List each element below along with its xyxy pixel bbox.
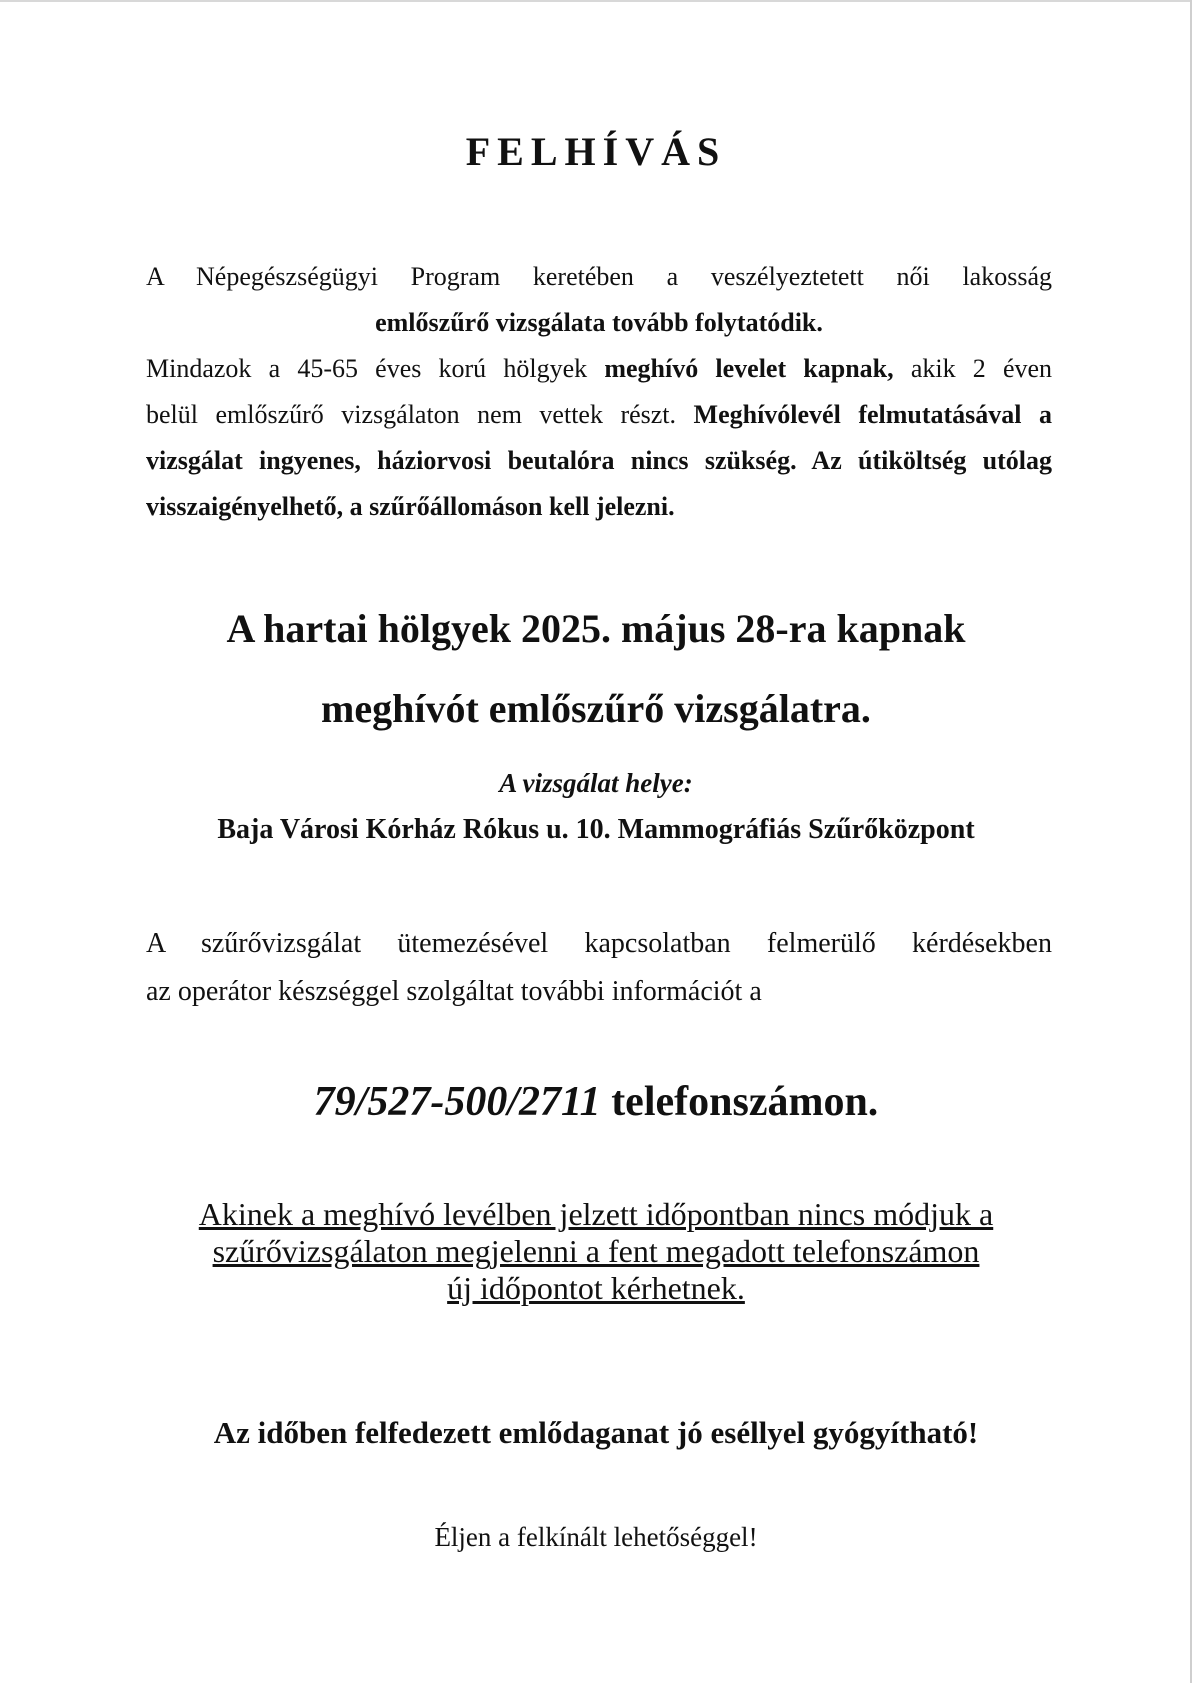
intro-line-3c: akik 2 éven <box>910 354 1053 383</box>
page-title: FELHÍVÁS <box>465 129 727 174</box>
headline-line-1: A hartai hölgyek 2025. május 28-ra kapnak <box>226 606 966 651</box>
intro-line-4 <box>146 392 1052 438</box>
reschedule-notice <box>120 1196 1072 1307</box>
intro-line-6: visszaigényelhető, a szűrőállomáson kell jelezni. <box>146 492 675 521</box>
intro-line-4a: belül emlőszűrő vizsgálaton nem vettek részt. <box>146 400 677 429</box>
intro-line-3b: meghívó levelet kapnak, <box>604 354 894 383</box>
notice-line-2: szűrővizsgálaton megjelenni a fent megadott telefonszámon <box>212 1233 980 1269</box>
closing-line: Éljen a felkínált lehetőséggel! <box>434 1522 758 1552</box>
headline-line-2: meghívót emlőszűrő vizsgálatra. <box>321 686 871 731</box>
phone-suffix: telefonszámon. <box>611 1079 879 1125</box>
slogan: Az időben felfedezett emlődaganat jó eséllyel gyógyítható! <box>213 1415 979 1450</box>
phone-line <box>0 1078 1192 1126</box>
info-paragraph <box>146 920 1052 1016</box>
intro-line-3a: Mindazok a 45-65 éves korú hölgyek <box>146 354 588 383</box>
intro-line-4b: Meghívólevél felmutatásával a <box>693 400 1053 429</box>
phone-number: 79/527-500/2711 <box>313 1079 601 1125</box>
location-value: Baja Városi Kórház Rókus u. 10. Mammográfiás Szűrőközpont <box>217 814 975 845</box>
intro-line-2: emlőszűrő vizsgálata tovább folytatódik. <box>375 308 823 337</box>
intro-line-3 <box>146 346 1052 392</box>
info-line-2: az operátor készséggel szolgáltat további információt a <box>146 976 762 1007</box>
scan-edge <box>0 0 1192 2</box>
intro-paragraph <box>146 254 1052 530</box>
info-line-1: A szűrővizsgálat ütemezésével kapcsolatban felmerülő kérdésekben <box>146 928 1052 959</box>
intro-line-5: vizsgálat ingyenes, háziorvosi beutalóra nincs szükség. Az útiköltség utólag <box>146 446 1052 475</box>
location-label: A vizsgálat helye: <box>499 768 693 798</box>
intro-line-1: A Népegészségügyi Program keretében a veszélyeztetett női lakosság <box>146 262 1052 291</box>
notice-line-3: új időpontot kérhetnek. <box>447 1270 745 1306</box>
notice-line-1: Akinek a meghívó levélben jelzett időpontban nincs módjuk a <box>198 1196 994 1232</box>
